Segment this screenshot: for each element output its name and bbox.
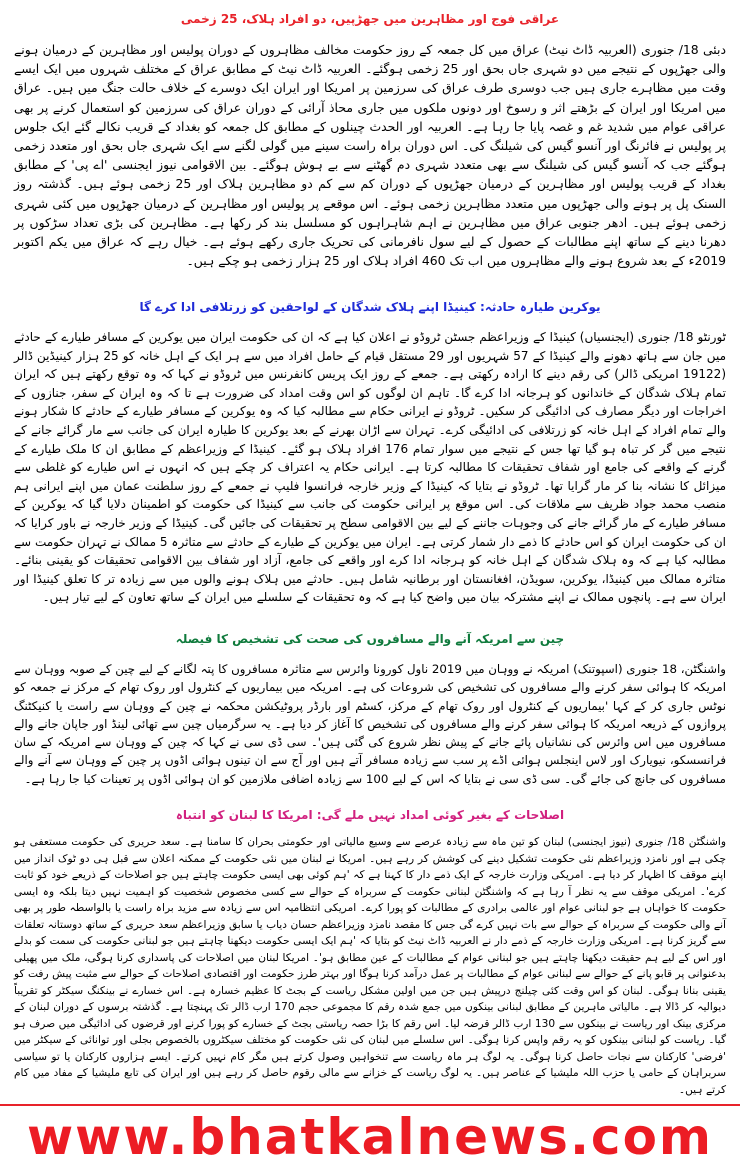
story-iraq-headline-wrap: [0, 0, 740, 36]
footer-divider: [0, 1104, 740, 1106]
body-ukraine-plane: ٹورنٹو 18/ جنوری (ایجنسیاں) کینیڈا کے وزیراعظم جسٹن ٹروڈو نے اعلان کیا ہے کہ ان کی حکومت ایران میں یوکرین کے مسافر طیارے کے حادثے میں جان سے ہاتھ دھونے والے کینیڈا کے 57 شہریوں اور 29 مستقل قیام کے حامل افراد میں سے ہر ایک کے اہل خانہ کو 25 ہزار کینیڈین ڈالر (19122 امریکی ڈالر) کی رقم دینے کا ارادہ رکھتی ہے۔ جمعے کے روز ایک پریس کانفرنس میں ٹروڈو نے کہا کہ وہ توقع رکھتے ہیں کہ ایران تمام ہلاک شدگان کے خاندانوں کو ہرجانہ ادا کرے گا۔ تاہم ان لوگوں کو اس وقت امداد کی ضرورت ہے تا کہ وہ ایران کے سفر، جنازوں کے اخراجات اور دیگر مصارف کی ادائیگی کر سکیں۔ ٹروڈو نے ایرانی حکام سے مطالبہ کیا کہ وہ یوکرین کے مسافر طیارے کے حادثے کا شکار ہونے والے تمام افراد کے اہل خانہ کو زرتلافی کی ادائیگی کرے۔ تہران سے اڑان بھرنے کے بعد یوکرین کا طیارہ ایران کی جانب سے مار گرائے جانے کے نتیجے میں گر کر تباہ ہو گیا تھا جس کے نتیجے میں سوار تمام 176 افراد ہلاک ہو گئے۔ کینیڈا کے وزیراعظم کے مطابق ان کا ملک طیارے کے گرنے کے واقعے کی جامع اور شفاف تحقیقات کا مطالبہ کرتا ہے۔ ایرانی حکام یہ اعتراف کر چکے ہیں کہ انہوں نے اس طیارے کو غلطی سے میزائل کا نشانہ بنا کر مار گرایا تھا۔ ٹروڈو نے بتایا کہ کینیڈا کے وزیر خارجہ فرانسوا فلیپ نے جمعے کے روز سلطنت عمان میں اپنے ایرانی ہم منصب محمد جواد ظریف سے ملاقات کی۔ اس موقع پر ایرانی حکومت کی جانب سے کینیڈا کی حکومت کو اطمینان دلایا گیا کہ یوکرین کے مسافر طیارے کے مار گرائے جانے کی وجوہات جاننے کے لیے بین الاقوامی سطح پر تحقیقات کی جائیں گی۔ کینیڈا کے وزیر خارجہ نے باور کرایا کہ ان کی حکومت ایران کو اس حادثے کا ذمے دار شمار کرتی ہے۔ ایران میں یوکرین کے طیارے کے حادثے سے متاثرہ 5 ممالک نے تہران حکومت سے مطالبہ کیا ہے کہ وہ ہلاک شدگان کے اہل خانہ کو ہرجانہ ادا کرے اور واقعے کی جامع، آزاد اور شفاف بین الاقوامی تحقیقات کو یقینی بنائے۔ متاثرہ ممالک میں کینیڈا، یوکرین، سویڈن، افغانستان اور برطانیہ شامل ہیں۔ حادثے میں ہلاک ہونے والوں میں سے زیادہ تر کا تعلق کینیڈا اور ایران سے ہے۔ پانچوں ممالک نے اپنے مشترکہ بیان میں واضح کیا ہے کہ وہ تحقیقات کے سلسلے میں ایران کے ساتھ تعاون کے لیے تیار ہیں۔: [14, 330, 727, 605]
headline-iraq: عراقی فوج اور مظاہرین میں جھڑپیں، دو افراد ہلاک، 25 زخمی: [180, 12, 560, 26]
site-url-watermark: www.bhatkalnews.com: [26, 1108, 714, 1166]
headline-ukraine-plane: یوکرین طیارہ حادثہ: کینیڈا اپنے ہلاک شدگان کے لواحقین کو زرتلافی ادا کرے گا: [139, 300, 601, 314]
body-china-travelers: واشنگٹن، 18 جنوری (اسپوتنک) امریکہ نے ووہان میں 2019 ناول کورونا وائرس سے متاثرہ مسافروں کا پتہ لگانے کے لیے چین کے صوبہ ووہان سے امریکہ کا ہوائی سفر کرنے والے مسافروں کی تشخیص کی شروعات کی ہے۔ امریکہ میں بیماریوں کے کنٹرول اور روک تھام کے مرکز نے جمعہ کو نوٹس جاری کر کے کہا 'بیماریوں کے کنٹرول اور روک تھام کے مرکز، کسٹم اور بارڈر پروٹیکشن محکمہ نے چین کے ووہان سے راست یا کنیکٹنگ پروازوں کے ذریعہ امریکہ کا ہوائی سفر کرنے والے مسافروں کی تشخیص کا آغاز کر دیا ہے۔ یہ سرگرمیاں چین سے تھائی لینڈ اور جاپان جانے والے مسافروں میں اس وائرس کی نشانیاں پائے جانے کے پیش نظر شروع کی گئی ہیں'۔ سی ڈی سی نے کہا کہ چین کے ووہان سے امریکہ کے سان فرانسسکو، نیویارک اور لاس اینجلس ہوائی اڈے پر سب سے زیادہ مسافر آتے ہیں اور آج سے ان تینوں ہوائی اڈوں پر چین کے ووہان سے آنے والے مسافروں کی جانچ کی جائے گی۔ سی ڈی سی نے بتایا کہ اس کے لیے 100 سے زیادہ اضافی ملازمین کو ان ہوائی اڈوں پر تعینات کیا جا رہا ہے۔: [14, 662, 727, 786]
headline-lebanon: اصلاحات کے بغیر کوئی امداد نہیں ملے گی: امریکا کا لبنان کو انتباہ: [175, 808, 565, 822]
body-lebanon: واشنگٹن 18/ جنوری (نیوز ایجنسی) لبنان کو تین ماہ سے زیادہ عرصے سے وسیع مالیاتی اور حکومتی بحران کا سامنا ہے۔ سعد حریری کی حکومت مستعفی ہو چکی ہے اور نامزد وزیراعظم نئی حکومت تشکیل دینے کی کوشش کر رہے ہیں۔ امریکا نے لبنان میں نئی حکومت کے ممکنہ اعلان سے قبل ہی دو ٹوک انداز میں اپنے موقف کا اظہار کر دیا ہے۔ امریکی وزارت خارجہ کے ایک ذمے دار کا کہنا ہے کہ 'ہم کوئی بھی ایسی حکومت چاہتے ہیں جو اصلاحات کے ذریعے خود کو ثابت کرے'۔ امریکی موقف سے یہ نظر آ رہا ہے کہ واشنگٹن لبنانی حکومت کے سربراہ کے حوالے سے کسی مخصوص شخصیت کو اہمیت نہیں دیتا بلکہ وہ ایسی حکومت کا خواہاں ہے جو لبنانی عوام اور عالمی برادری کے مطالبات کو پورا کرے۔ امریکی انتظامیہ اس سے زیادہ سے مزید براہ راست یا بالواسطہ طور پر بھی آنے والی حکومت کے سربراہ کے حوالے سے بات نہیں کرے گی جس کا مقصد نامزد وزیراعظم حسان دیاب یا سابق وزیراعظم سعد حریری کے ساتھ دوستانہ تعلقات سے گریز کرنا ہے۔ امریکی وزارت خارجہ کے ذمے دار نے العربیہ ڈاٹ نیٹ کو بتایا کہ 'ہم ایک ایسی حکومت دیکھنا چاہتے ہیں جو لبنانی حکومت کی سمت کو بدلے اور اس کے لیے ہم حقیقت دیکھنا چاہتے ہیں جو لبنانی عوام کے مطالبات کے عین مطابق ہو'۔ امریکا لبنان میں اصلاحات کی پاسداری کرنا ہوگی، ملک میں پھیلی بدعنوانی پر قابو پانے کے حوالے سے لبنانی عوام کے مطالبات پر عمل درآمد کرنا ہوگا اور بہتر طرز حکومت اور اقتصادی اصلاحات کے حوالے سے مثبت پیش رفت کو یقینی بنانا ہوگی۔ لبنان کو اس وقت کئی چیلنج درپیش ہیں جن میں اولین مشکل ریاست کے بجٹ کا عظیم خسارہ ہے۔ اس خسارے نے بینکنگ سیکٹر کو تقریباً دیوالیہ کر ڈالا ہے۔ مالیاتی ماہرین کے مطابق لبنانی بینکوں میں جمع شدہ رقم کا مجموعی حجم 170 ارب ڈالر تک پہنچتا ہے۔ گذشتہ برسوں کے دوران لبنان کے مرکزی بینک اور ریاست نے بینکوں سے 130 ارب ڈالر قرضہ لیا۔ اس رقم کا بڑا حصہ ریاستی بجٹ کے خسارے کو پورا کرنے اور قرضوں کی ادائیگی میں صرف ہو گیا۔ ریاست کو لبنانی بینکوں کو یہ رقم واپس کرنا ہوگی۔ اس سلسلے میں لبنان کی نئی حکومت کو مختلف سیکٹروں بالخصوص بجلی اور توانائی کے سیکٹر میں 'فرضی' کارکنان سے نجات حاصل کرنا ہوگی۔ یہ لوگ ہر ماہ ریاست سے تنخواہیں وصول کرتے ہیں مگر کام نہیں کرتے۔ ایسے ہزاروں کارکنان یا تو سیاسی سربراہان کے حامی یا حزب اللہ ملیشیا کے عناصر ہیں۔ یہ لوگ ریاست کے خزانے سے مالی رقوم حاصل کر رہے ہیں اور ایران کی تابع ملیشیا کے مفاد میں کام کرتے ہیں۔: [14, 836, 726, 1096]
body-iraq: دبئی 18/ جنوری (العربیہ ڈاٹ نیٹ) عراق میں کل جمعہ کے روز حکومت مخالف مظاہروں کے دوران پولیس اور مظاہرین کے درمیان ہونے والی جھڑپوں کے نتیجے میں دو شہری جاں بحق اور 25 زخمی ہوگئے۔ العربیہ ڈاٹ نیٹ کے مطابق عراق کے مختلف شہروں میں ایک ایسے وقت میں مظاہرے جاری ہیں جب دوسری طرف عراق کی سرزمین پر امریکا اور ایران ایک دوسرے کے خلاف حالت جنگ میں ہیں۔ عراق میں امریکا اور ایران کے بڑھتے اثر و رسوخ اور دونوں ملکوں میں جاری محاذ آرائی کے دوران عراق کی سرزمین کو استعمال کرنے پر بھی عراقی عوام میں شدید غم و غصہ پایا جا رہا ہے۔ العربیہ اور الحدث چینلوں کے مطابق کل جمعہ کو بغداد کے قریب نکالے گئے ایک جلوس پر پولیس نے فائرنگ اور آنسو گیس کی شیلنگ کی۔ اس دوران براہ راست سینے میں گولی لگنے سے ایک شہری جاں بحق اور متعدد زخمی ہوگئے جب کہ آنسو گیس کی شیلنگ سے بھی متعدد شہری دم گھٹنے سے بے ہوش ہوگئے۔ بین الاقوامی نیوز ایجنسی 'اے پی' کے مطابق بغداد کے قریب پولیس اور مظاہرین کے درمیان جھڑپوں کے دوران کم سے کم دو مظاہرین ہلاک اور 25 زخمی ہوئے ہیں۔ گذشتہ روز السنک پل پر ہونے والی جھڑپوں میں متعدد مظاہرین زخمی ہوئے۔ اس موقعے پر پولیس اور مظاہرین کے درمیان جھڑپوں میں کئی شہری زخمی ہوئے ہیں۔ ادھر جنوبی عراق میں مظاہرین نے اہم شاہراہوں کو مسلسل بند کر رکھا ہے۔ مظاہرین کی بڑی تعداد سڑکوں پر دھرنا دینے کے ساتھ اپنے مطالبات کے حصول کے لیے سول نافرمانی کی تحریک جاری رکھے ہوئے ہے۔ خیال رہے کہ عراق میں یکم اکتوبر 2019ء کے بعد شروع ہونے والے مظاہروں میں اب تک 460 افراد ہلاک اور 25 ہزار زخمی ہو چکے ہیں۔: [14, 42, 726, 269]
headline-china-travelers: چین سے امریکہ آنے والے مسافروں کی صحت کی تشخیص کا فیصلہ: [175, 632, 565, 646]
